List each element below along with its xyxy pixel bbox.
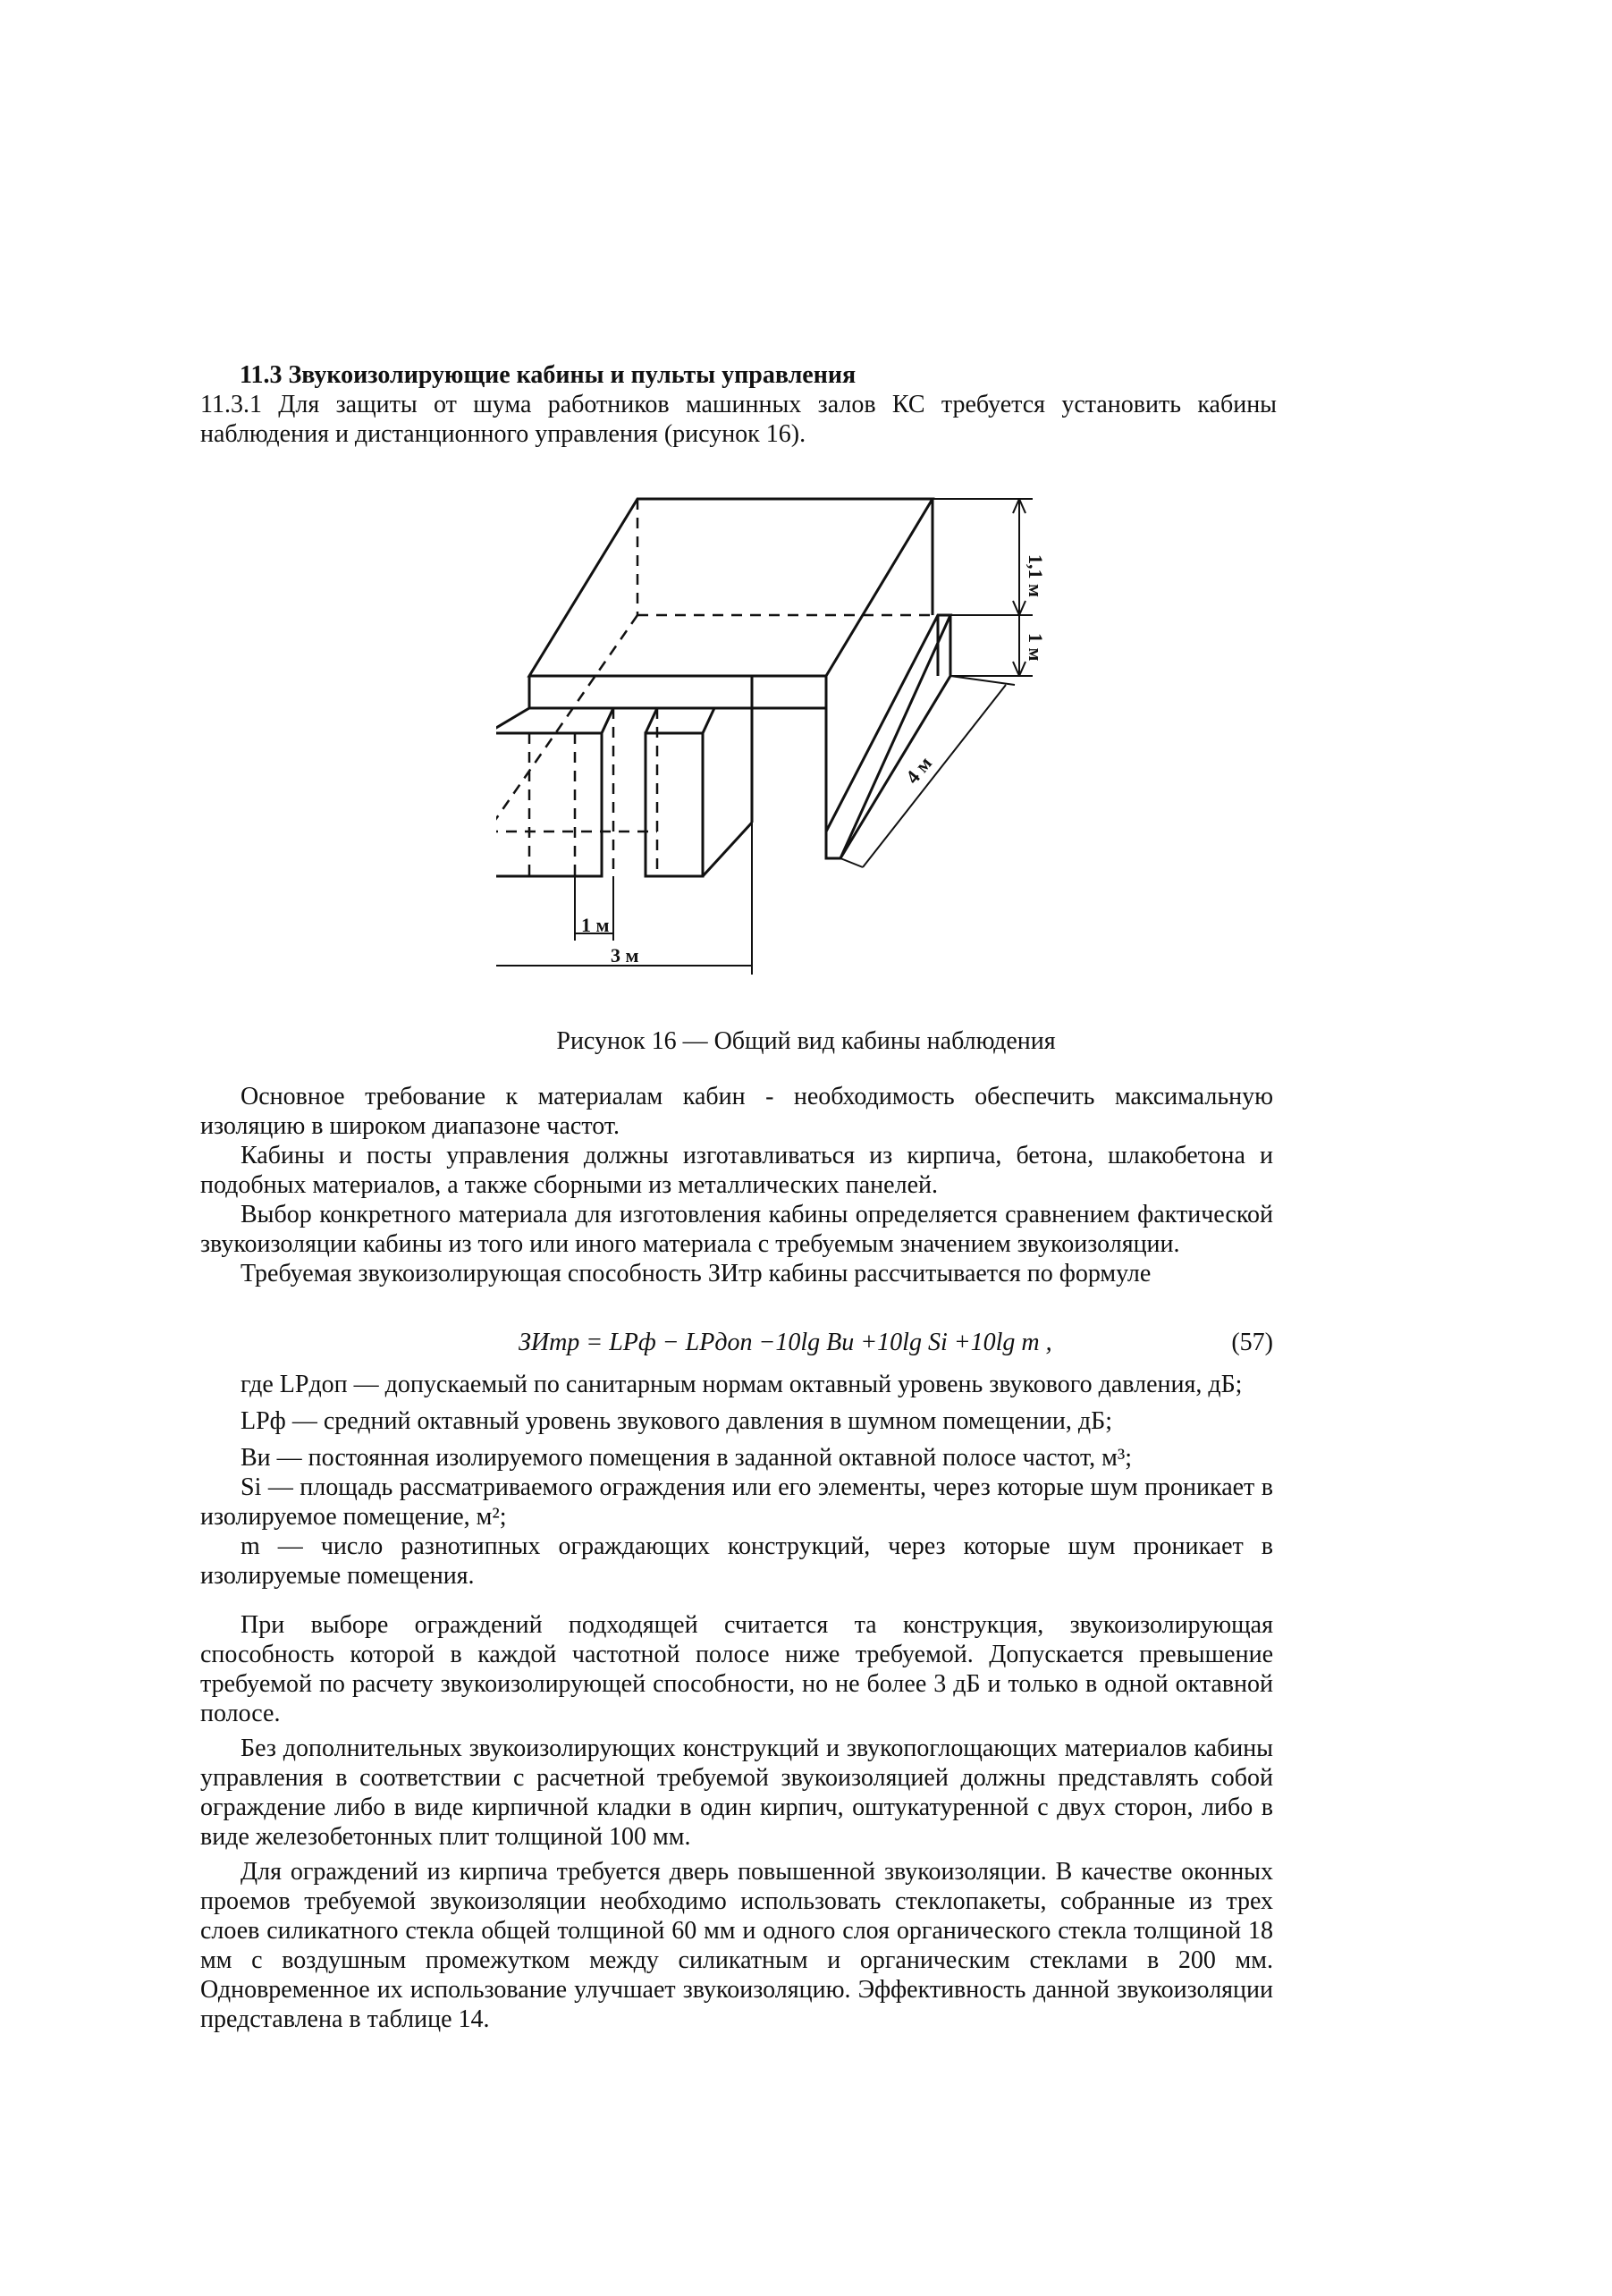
front-band (529, 676, 752, 708)
dim-label-4m: 4 м (900, 752, 937, 789)
dim-label-3m: 3 м (611, 944, 639, 967)
paragraph: Без дополнительных звукоизолирующих конструкций и звукопоглощающих материалов кабины управления в соответствии с расчетной требуемой звукоизоляцией должны представлять собой ограждение либо в виде кирпичной кладки в один кирпич, оштукатуренной с двух сторон, либо в виде железобетонных плит толщиной 100 мм. (200, 1735, 1273, 1851)
figure-caption: Рисунок 16 — Общий вид кабины наблюдения (556, 1027, 1056, 1055)
definition: Bи — постоянная изолируемого помещения в заданной октавной полосе частот, м³; (241, 1444, 1133, 1472)
formula-definitions (200, 1370, 1273, 1591)
body-text-2 (200, 1610, 1273, 2034)
formula-57 (200, 1329, 1273, 1361)
paragraph: Выбор конкретного материала для изготовления кабины определяется сравнением фактической звукоизоляции кабины из того или иного материала с требуемым значением звукоизоляции. (200, 1201, 1273, 1258)
cabin-drawing (496, 474, 1051, 983)
definition: m — число разнотипных ограждающих конструкций, через которые шум проникает в изолируемые помещения. (200, 1532, 1273, 1590)
paragraph: Основное требование к материалам кабин - необходимость обеспечить максимальную изоляцию в широком диапазоне частот. (200, 1083, 1273, 1140)
paragraph: Кабины и посты управления должны изготавливаться из кирпича, бетона, шлакобетона и подобных материалов, а также сборными из металлических панелей. (200, 1142, 1273, 1199)
top-face (529, 499, 933, 676)
lower-side-wall (826, 615, 950, 858)
section-intro: 11.3.1 Для защиты от шума работников машинных залов КС требуется установить кабины наблюдения и дистанционного управления (рисунок 16). (200, 391, 1277, 448)
dim-label-1m-width: 1 м (581, 914, 610, 936)
paragraph: Для ограждений из кирпича требуется дверь повышенной звукоизоляции. В качестве оконных проемов требуемой звукоизоляции необходимо использовать стеклопакеты, собранные из трех слоев силикатного стекла общей толщиной 60 мм и одного слоя органического стекла толщиной 18 мм с воздушным промежутком между силикатным и органическим стеклами в 200 мм. Одновременное их использование улучшает звукоизоляцию. Эффективность данной звукоизоляции представлена в таблице 14. (200, 1858, 1273, 2033)
definition: где LPдоп — допускаемый по санитарным нормам октавный уровень звукового давления, дБ; (241, 1371, 1243, 1398)
paragraph: Требуемая звукоизолирующая способность ЗИтр кабины рассчитывается по формуле (241, 1260, 1152, 1287)
section-title: 11.3 Звукоизолирующие кабины и пульты управления (240, 361, 857, 389)
paragraph: При выборе ограждений подходящей считается та конструкция, звукоизолирующая способность которой в каждой частотной полосе ниже требуемой. Допускается превышение требуемой по расчету звукоизолирующей способности, но не более 3 дБ и только в одной октавной полосе. (200, 1611, 1273, 1727)
formula-number: (57) (1231, 1329, 1273, 1356)
dim-label-1m-vertical: 1 м (1025, 633, 1047, 662)
front-frame-right (646, 733, 703, 876)
front-frame-left (496, 733, 602, 876)
definition: LPф — средний октавный уровень звукового давления в шумном помещении, дБ; (241, 1407, 1113, 1435)
definition: Si — площадь рассматриваемого ограждения или его элементы, через которые шум проникает в изолируемое помещение, м²; (200, 1473, 1273, 1531)
body-text-1 (200, 1082, 1273, 1288)
section-header (200, 360, 1277, 449)
formula-expression: ЗИтр = LPф − LPдоп −10lg Bи +10lg Si +10lg m , (519, 1329, 1052, 1356)
dim-label-1-1m: 1,1 м (1025, 554, 1047, 597)
